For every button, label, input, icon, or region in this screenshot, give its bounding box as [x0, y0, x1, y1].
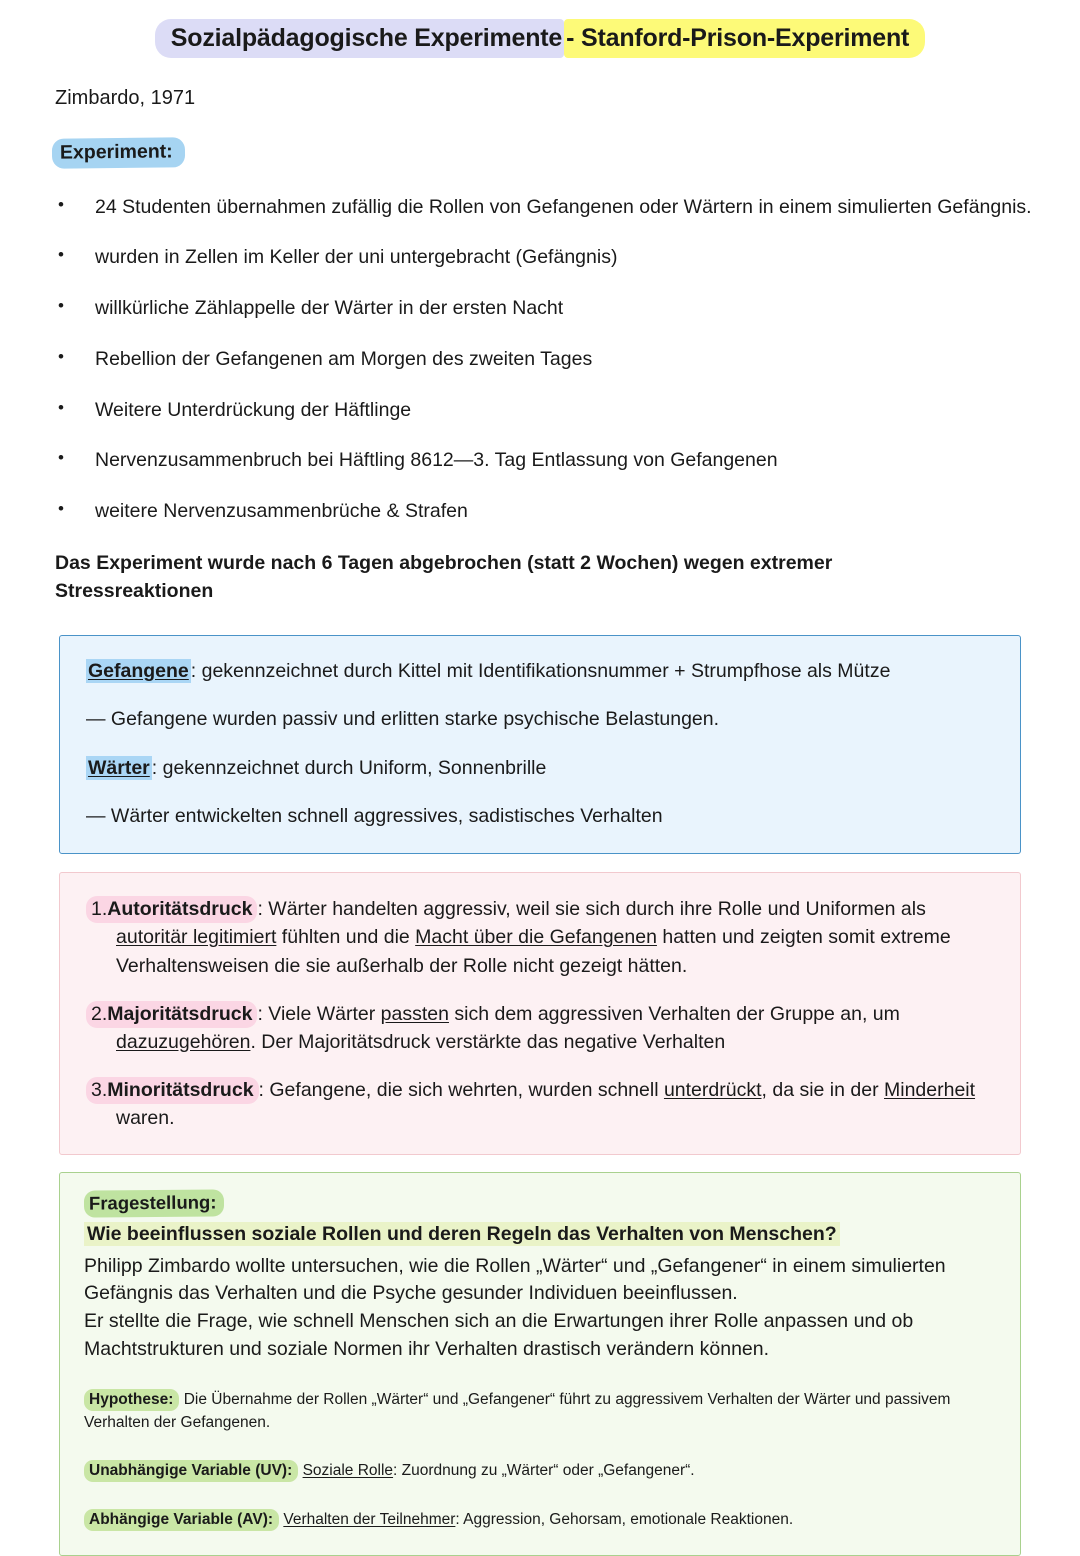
title-highlight-lavender: Sozialpädagogische Experimente [155, 19, 564, 58]
research-question-box [59, 1172, 1021, 1556]
research-paragraph-1: Philipp Zimbardo wollte untersuchen, wie die Rollen „Wärter“ und „Gefangener“ in einem simulierten Gefängnis das Verhalten und die Psyche gesunder Individuen beeinflussen. [84, 1254, 946, 1305]
pressure-item-text-1: : Wärter handelten aggressiv, weil sie sich durch ihre Rolle und Uniformen als [257, 898, 926, 921]
experiment-label-highlight: Experiment: [52, 137, 185, 168]
list-item: • Rebellion der Gefangenen am Morgen des zweiten Tages [0, 346, 1080, 374]
hypothesis-label: Hypothese: [84, 1389, 179, 1411]
pressure-item-underline-1: autoritär legitimiert [116, 926, 277, 949]
byline: Zimbardo, 1971 [55, 86, 196, 109]
title-highlight-yellow: - Stanford-Prison-Experiment [564, 19, 925, 58]
pressure-item-term: Minoritätsdruck [107, 1078, 254, 1101]
pressure-item-text-1: : Gefangene, die sich wehrten, wurden schnell [258, 1078, 664, 1101]
list-item: • wurden in Zellen im Keller der uni untergebracht (Gefängnis) [0, 244, 1080, 272]
list-item: • willkürliche Zählappelle der Wärter in der ersten Nacht [0, 295, 1080, 323]
list-item: • Weitere Unterdrückung der Häftlinge [0, 397, 1080, 425]
fragestellung-label-wrap [84, 1190, 996, 1217]
research-question-text: Wie beeinflussen soziale Rollen und deren Regeln das Verhalten von Menschen? [84, 1222, 840, 1246]
guards-description: : gekennzeichnet durch Uniform, Sonnenbrille [151, 756, 547, 779]
list-item: • 24 Studenten übernahmen zufällig die Rollen von Gefangenen oder Wärtern in einem simulierten Gefängnis. [0, 194, 1080, 222]
prisoners-effect: — Gefangene wurden passiv und erlitten starke psychische Belastungen. [86, 708, 720, 731]
list-item [86, 895, 994, 979]
guards-line [86, 755, 994, 781]
pressure-item-text-3: waren. [116, 1106, 175, 1129]
pressure-item-heading [86, 1001, 257, 1028]
pressure-item-text-1: : Viele Wärter [257, 1002, 381, 1025]
title-text [155, 22, 925, 56]
pressure-item-heading [86, 896, 257, 923]
independent-variable-label: Unabhängige Variable (UV): [84, 1460, 298, 1482]
pressure-types-box [59, 872, 1021, 1155]
prisoners-line [86, 658, 994, 684]
independent-variable-underline: Soziale Rolle [302, 1462, 394, 1480]
list-item [86, 1000, 994, 1056]
pressure-item-underline-2: Macht über die Gefangenen [415, 926, 657, 949]
pressure-item-text-3: . Der Majoritätsdruck verstärkte das negative Verhalten [250, 1030, 726, 1053]
dependent-variable-label: Abhängige Variable (AV): [84, 1509, 279, 1531]
independent-variable-line [84, 1460, 996, 1482]
pressure-item-term: Autoritätsdruck [107, 898, 253, 921]
pressure-item-text-2: fühlten und die [276, 926, 416, 949]
guards-effect: — Wärter entwickelten schnell aggressives, sadistisches Verhalten [86, 805, 663, 828]
prisoners-description: : gekennzeichnet durch Kittel mit Identifikationsnummer + Strumpfhose als Mütze [190, 660, 891, 683]
pressure-item-text-2: , da sie in der [761, 1078, 884, 1101]
hypothesis-line [84, 1389, 996, 1434]
pressure-item-heading [86, 1077, 259, 1104]
dependent-variable-text: : Aggression, Gehorsam, emotionale Reaktionen. [455, 1510, 794, 1528]
dependent-variable-underline: Verhalten der Teilnehmer [283, 1510, 456, 1528]
list-item [86, 1076, 994, 1132]
experiment-bullet-list [0, 194, 1080, 526]
pressure-item-text-3: hatten und zeigten somit extreme Verhaltensweisen die sie außerhalb der Rolle nicht gezeigt hätten. [116, 926, 951, 977]
roles-box [59, 635, 1021, 854]
list-item: • weitere Nervenzusammenbrüche & Strafen [0, 498, 1080, 526]
dependent-variable-line [84, 1509, 996, 1531]
research-paragraph-2: Er stellte die Frage, wie schnell Menschen sich an die Erwartungen ihrer Rolle anpassen und ob Machtstrukturen und soziale Normen ihr Verhalten drastisch verändern können. [84, 1309, 914, 1360]
pressure-item-term: Majoritätsdruck [107, 1002, 253, 1025]
independent-variable-text: : Zuordnung zu „Wärter“ oder „Gefangener“. [393, 1462, 695, 1480]
experiment-section-label [52, 138, 1080, 168]
pressure-item-underline-1: passten [380, 1002, 449, 1025]
pressure-item-number: 1. [91, 898, 108, 921]
pressure-item-underline-2: dazuzugehören [116, 1030, 251, 1053]
pressure-item-underline-2: Minderheit [884, 1078, 976, 1101]
pressure-item-text-2: sich dem aggressiven Verhalten der Gruppe an, um [448, 1002, 900, 1025]
list-item: • Nervenzusammenbruch bei Häftling 8612—3. Tag Entlassung von Gefangenen [0, 447, 1080, 475]
pressure-item-number: 2. [91, 1002, 108, 1025]
research-question-line [84, 1221, 996, 1249]
page-title [0, 0, 1080, 62]
experiment-conclusion-note: Das Experiment wurde nach 6 Tagen abgebrochen (statt 2 Wochen) wegen extremer Stressreaktionen [55, 551, 833, 602]
pressure-item-underline-1: unterdrückt [663, 1078, 762, 1101]
hypothesis-text: Die Übernahme der Rollen „Wärter“ und „Gefangener“ führt zu aggressivem Verhalten der Wärter und passivem Verhalten der Gefangenen. [84, 1391, 951, 1431]
guards-term: Wärter [88, 756, 150, 779]
pressure-item-number: 3. [91, 1078, 108, 1101]
fragestellung-label: Fragestellung: [84, 1189, 225, 1217]
prisoners-term: Gefangene [88, 660, 189, 683]
